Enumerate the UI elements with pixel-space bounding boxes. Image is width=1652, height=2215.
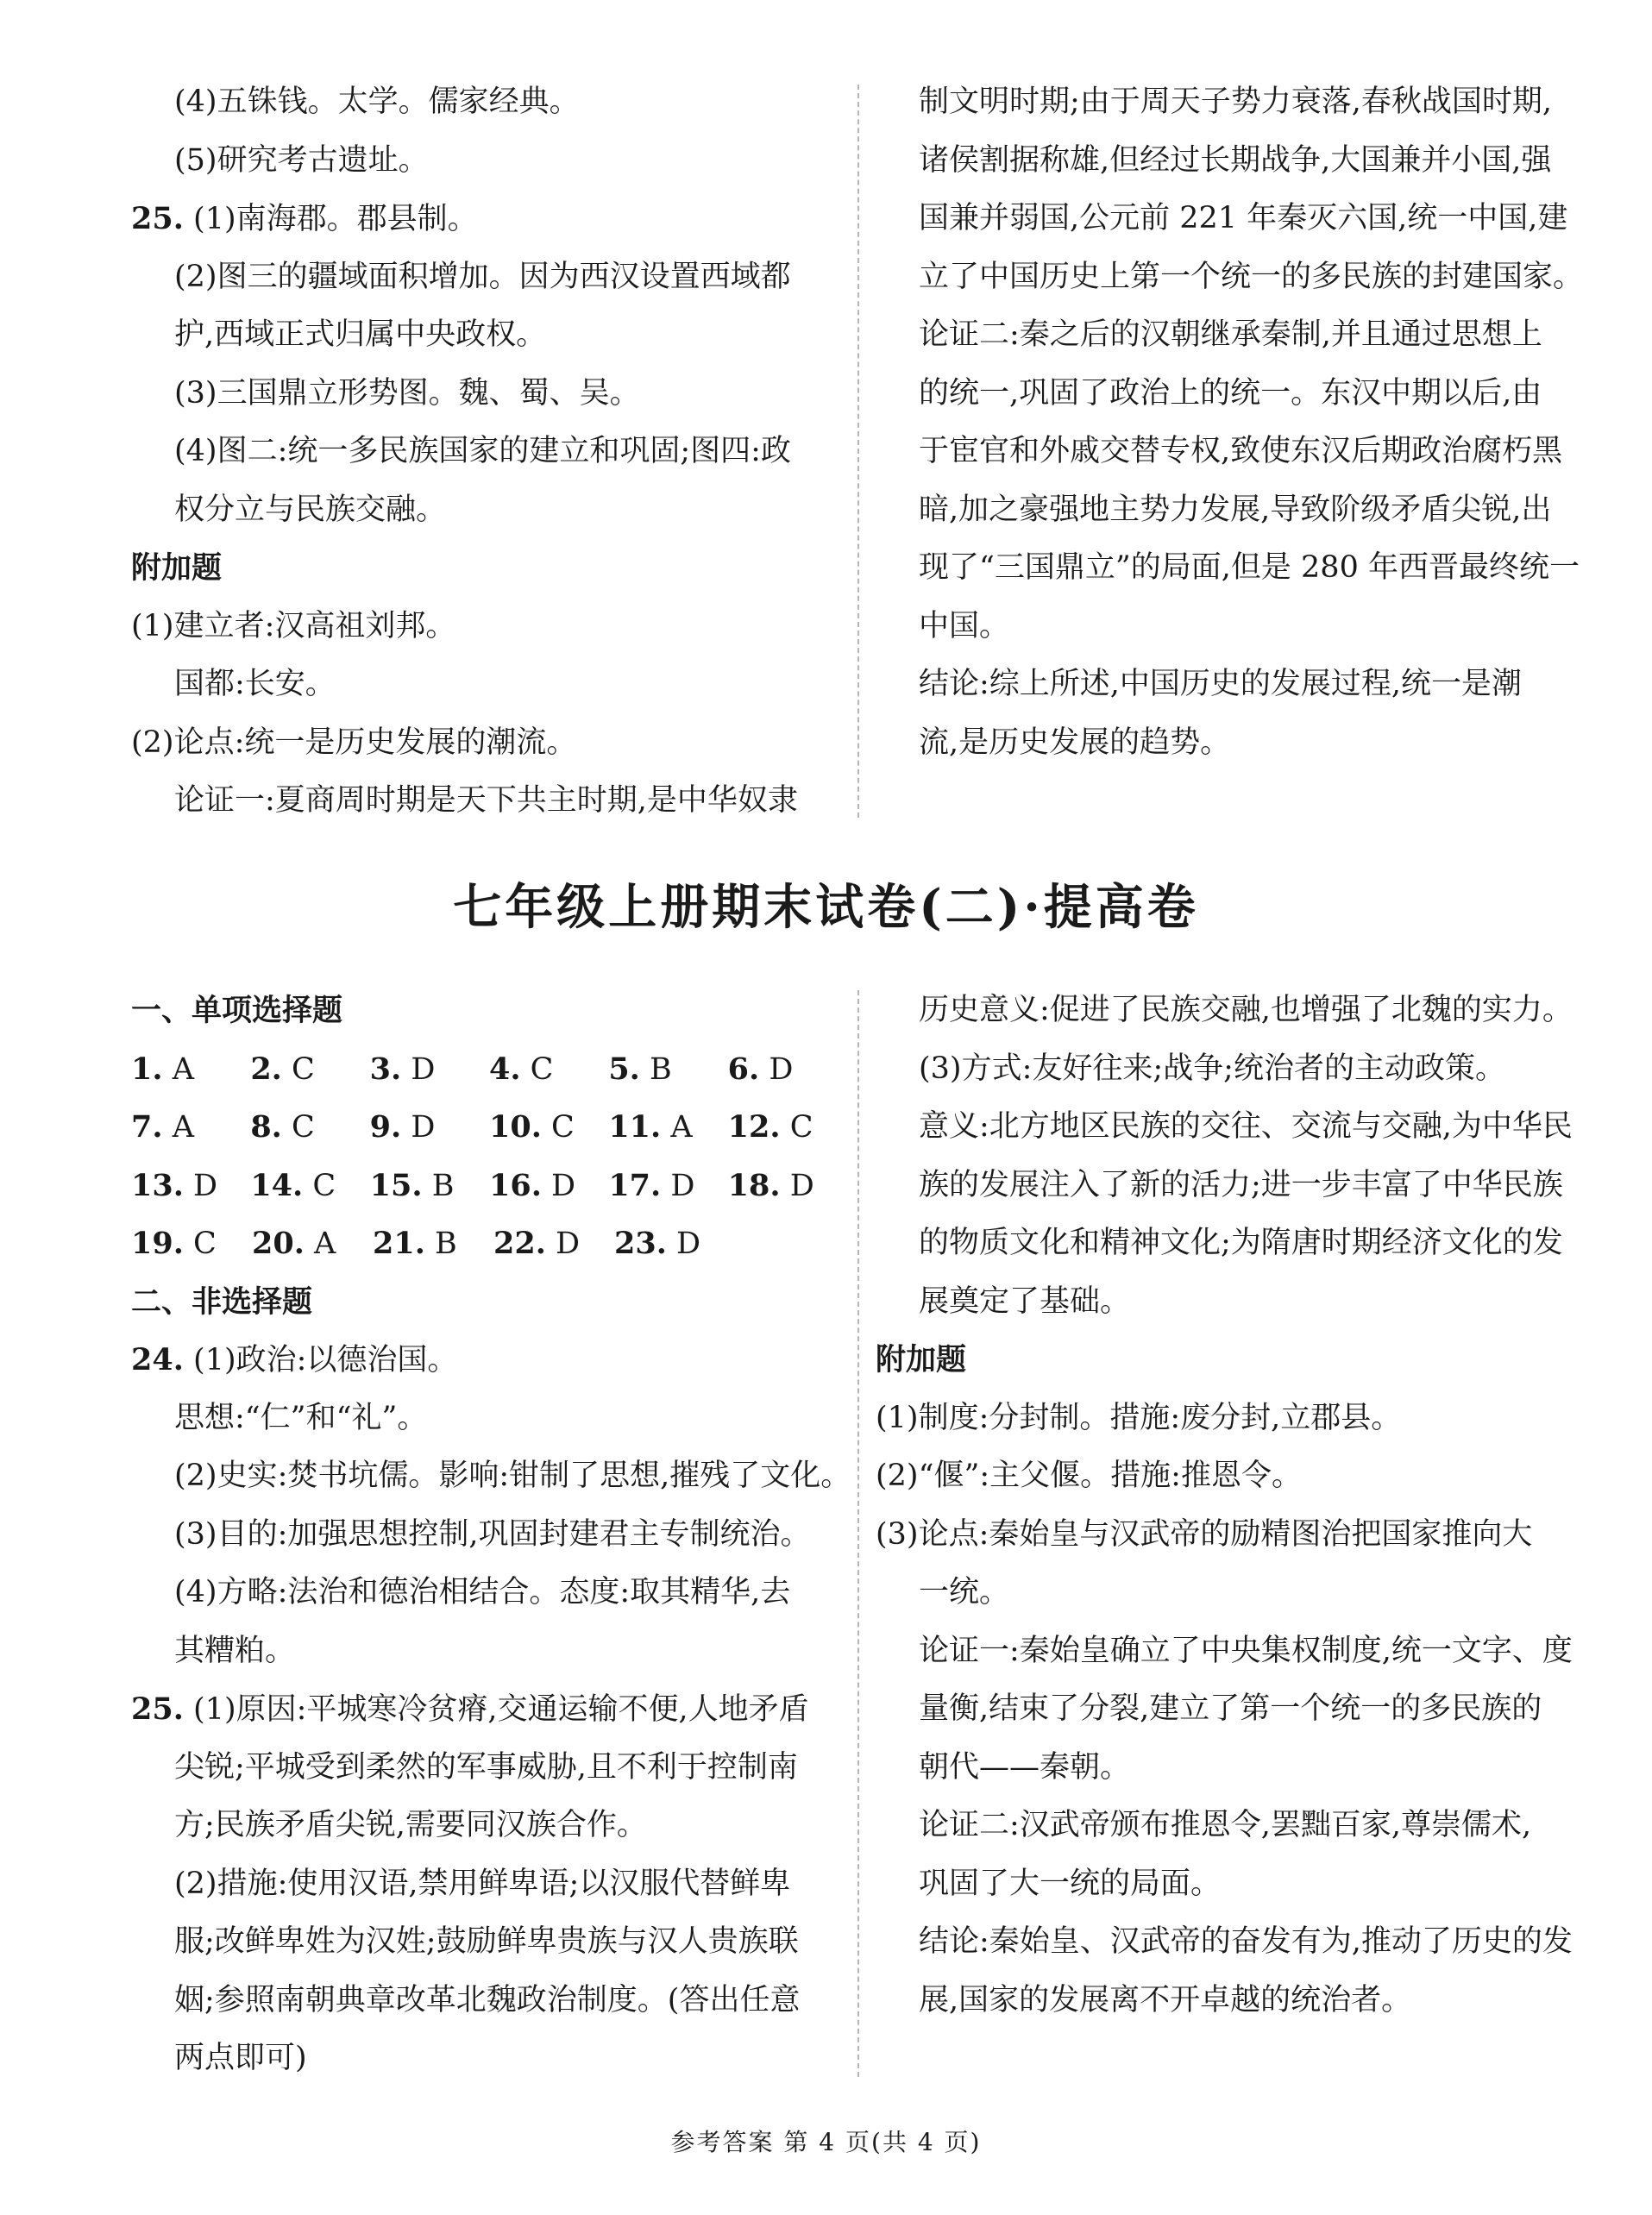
question-number: 24. [131,1342,184,1377]
section-heading: 附加题 [131,550,223,586]
text-line: (3)方式:友好往来;战争;统治者的主动政策。 [919,1051,1505,1086]
text-line: 论证二:汉武帝颁布推恩令,罢黜百家,尊崇儒术, [919,1808,1532,1842]
text-line: 结论:综上所述,中国历史的发展过程,统一是潮 [919,667,1523,701]
top-right-column [876,73,1617,772]
answer-row [131,1040,847,1099]
bottom-right-column [876,982,1617,2030]
column-divider [857,85,859,818]
answer-item: 20. A [252,1226,336,1261]
text-line: 论证一:秦始皇确立了中央集权制度,统一文字、度 [919,1633,1573,1668]
question-number: 25. [131,201,184,236]
answer-row [131,1214,847,1273]
text-line: 暗,加之豪强地主势力发展,导致阶级矛盾尖锐,出 [919,492,1552,527]
text-line: 权分立与民族交融。 [174,492,447,527]
text-line: (1)政治:以德治国。 [193,1343,458,1377]
text-line: 护,西域正式归属中央政权。 [174,317,547,352]
answer-item: 14. C [250,1167,336,1203]
answer-item: 22. D [493,1226,581,1261]
text-line: 现了“三国鼎立”的局面,但是 280 年西晋最终统一 [919,550,1580,585]
text-line: (1)制度:分封制。措施:废分封,立郡县。 [876,1400,1402,1435]
text-line: (4)方略:法治和德治相结合。态度:取其精华,去 [174,1575,791,1609]
text-line: (1)南海郡。郡县制。 [193,202,478,236]
text-line: 国都:长安。 [174,667,336,701]
text-line: (2)图三的疆域面积增加。因为西汉设置西域都 [174,259,791,294]
text-line: (1)建立者:汉高祖刘邦。 [131,608,456,643]
text-line: 中国。 [919,608,1010,643]
text-line: 诸侯割据称雄,但经过长期战争,大国兼并小国,强 [919,142,1552,178]
text-line: 国兼并弱国,公元前 221 年秦灭六国,统一中国,建 [919,201,1568,235]
answer-row [131,1157,847,1215]
text-line: 尖锐;平城受到柔然的军事威胁,且不利于控制南 [174,1749,798,1785]
answer-item: 11. A [608,1109,693,1145]
text-line: 展,国家的发展离不开卓越的统治者。 [919,1982,1412,2017]
text-line: 两点即可) [174,2041,307,2075]
answer-item: 1. A [131,1051,194,1087]
text-line: 流,是历史发展的趋势。 [919,725,1231,760]
answer-item: 16. D [488,1167,576,1203]
answer-item: 18. D [727,1167,814,1203]
answer-item: 2. C [250,1051,315,1087]
text-line: (3)目的:加强思想控制,巩固封建君主专制统治。 [174,1516,811,1552]
text-line: 论证二:秦之后的汉朝继承秦制,并且通过思想上 [919,317,1542,352]
text-line: (2)“偃”:主父偃。措施:推恩令。 [876,1459,1302,1493]
text-line: 姻;参照南朝典章改革北魏政治制度。(答出任意 [174,1982,801,2017]
text-line: 量衡,结束了分裂,建立了第一个统一的多民族的 [919,1691,1542,1726]
page-footer: 参考答案 第 4 页(共 4 页) [670,2128,982,2156]
question-number: 25. [131,1691,184,1727]
section-heading: 二、非选择题 [131,1283,313,1320]
answer-item: 5. B [608,1051,672,1087]
answer-item: 7. A [131,1109,194,1145]
answer-item: 6. D [727,1051,794,1087]
text-line: (2)史实:焚书坑儒。影响:钳制了思想,摧残了文化。 [174,1459,851,1493]
answer-item: 8. C [250,1109,315,1145]
answer-item: 4. C [488,1051,554,1087]
text-line: 族的发展注入了新的活力;进一步丰富了中华民族 [919,1167,1563,1202]
text-line: 结论:秦始皇、汉武帝的奋发有为,推动了历史的发 [919,1924,1573,1959]
section-heading: 一、单项选择题 [131,993,343,1028]
text-line: 于宦官和外戚交替专权,致使东汉后期政治腐朽黑 [919,434,1563,468]
section-heading: 附加题 [876,1342,967,1377]
answer-grid [131,1040,847,1273]
text-line: 展奠定了基础。 [919,1283,1131,1319]
text-line: 意义:北方地区民族的交往、交流与交融,为中华民 [919,1109,1573,1144]
answer-item: 10. C [488,1109,575,1145]
text-line: 服;改鲜卑姓为汉姓;鼓励鲜卑贵族与汉人贵族联 [174,1924,799,1959]
text-line: (1)原因:平城寒冷贫瘠,交通运输不便,人地矛盾 [193,1692,809,1727]
text-line: (5)研究考古遗址。 [174,142,429,178]
answer-item: 3. D [369,1051,436,1087]
answer-item: 19. C [131,1226,217,1261]
text-line: (4)五铢钱。太学。儒家经典。 [174,85,580,119]
page-title: 七年级上册期末试卷(二)·提高卷 [453,879,1199,936]
text-line: 一统。 [919,1575,1010,1609]
column-divider [857,990,859,2077]
text-line: 方;民族矛盾尖锐,需要同汉族合作。 [174,1808,647,1842]
text-line: (2)论点:统一是历史发展的潮流。 [131,725,577,760]
text-line: (2)措施:使用汉语,禁用鲜卑语;以汉服代替鲜卑 [174,1866,791,1901]
answer-item: 21. B [373,1226,457,1261]
text-line: (3)论点:秦始皇与汉武帝的励精图治把国家推向大 [876,1516,1533,1552]
answer-row [131,1098,847,1157]
text-line: 的物质文化和精神文化;为隋唐时期经济文化的发 [919,1226,1563,1260]
text-line: 思想:“仁”和“礼”。 [174,1400,428,1435]
text-line: 论证一:夏商周时期是天下共主时期,是中华奴隶 [174,783,798,818]
text-line: 制文明时期;由于周天子势力衰落,春秋战国时期, [919,85,1553,119]
top-left-column [131,73,847,831]
answer-item: 13. D [131,1167,218,1203]
answer-item: 23. D [614,1226,701,1261]
text-line: 立了中国历史上第一个统一的多民族的封建国家。 [919,259,1584,294]
text-line: (3)三国鼎立形势图。魏、蜀、吴。 [174,375,640,411]
text-line: 历史意义:促进了民族交融,也增强了北魏的实力。 [919,993,1573,1027]
answer-item: 15. B [369,1167,455,1203]
text-line: 的统一,巩固了政治上的统一。东汉中期以后,由 [919,375,1542,411]
text-line: 其糟粕。 [174,1633,296,1668]
answer-item: 9. D [369,1109,436,1145]
text-line: 朝代——秦朝。 [919,1749,1131,1785]
bottom-left-column [131,982,851,2088]
answer-item: 17. D [608,1167,695,1203]
answer-item: 12. C [727,1109,813,1145]
text-line: 巩固了大一统的局面。 [919,1866,1222,1901]
text-line: (4)图二:统一多民族国家的建立和巩固;图四:政 [174,434,791,468]
